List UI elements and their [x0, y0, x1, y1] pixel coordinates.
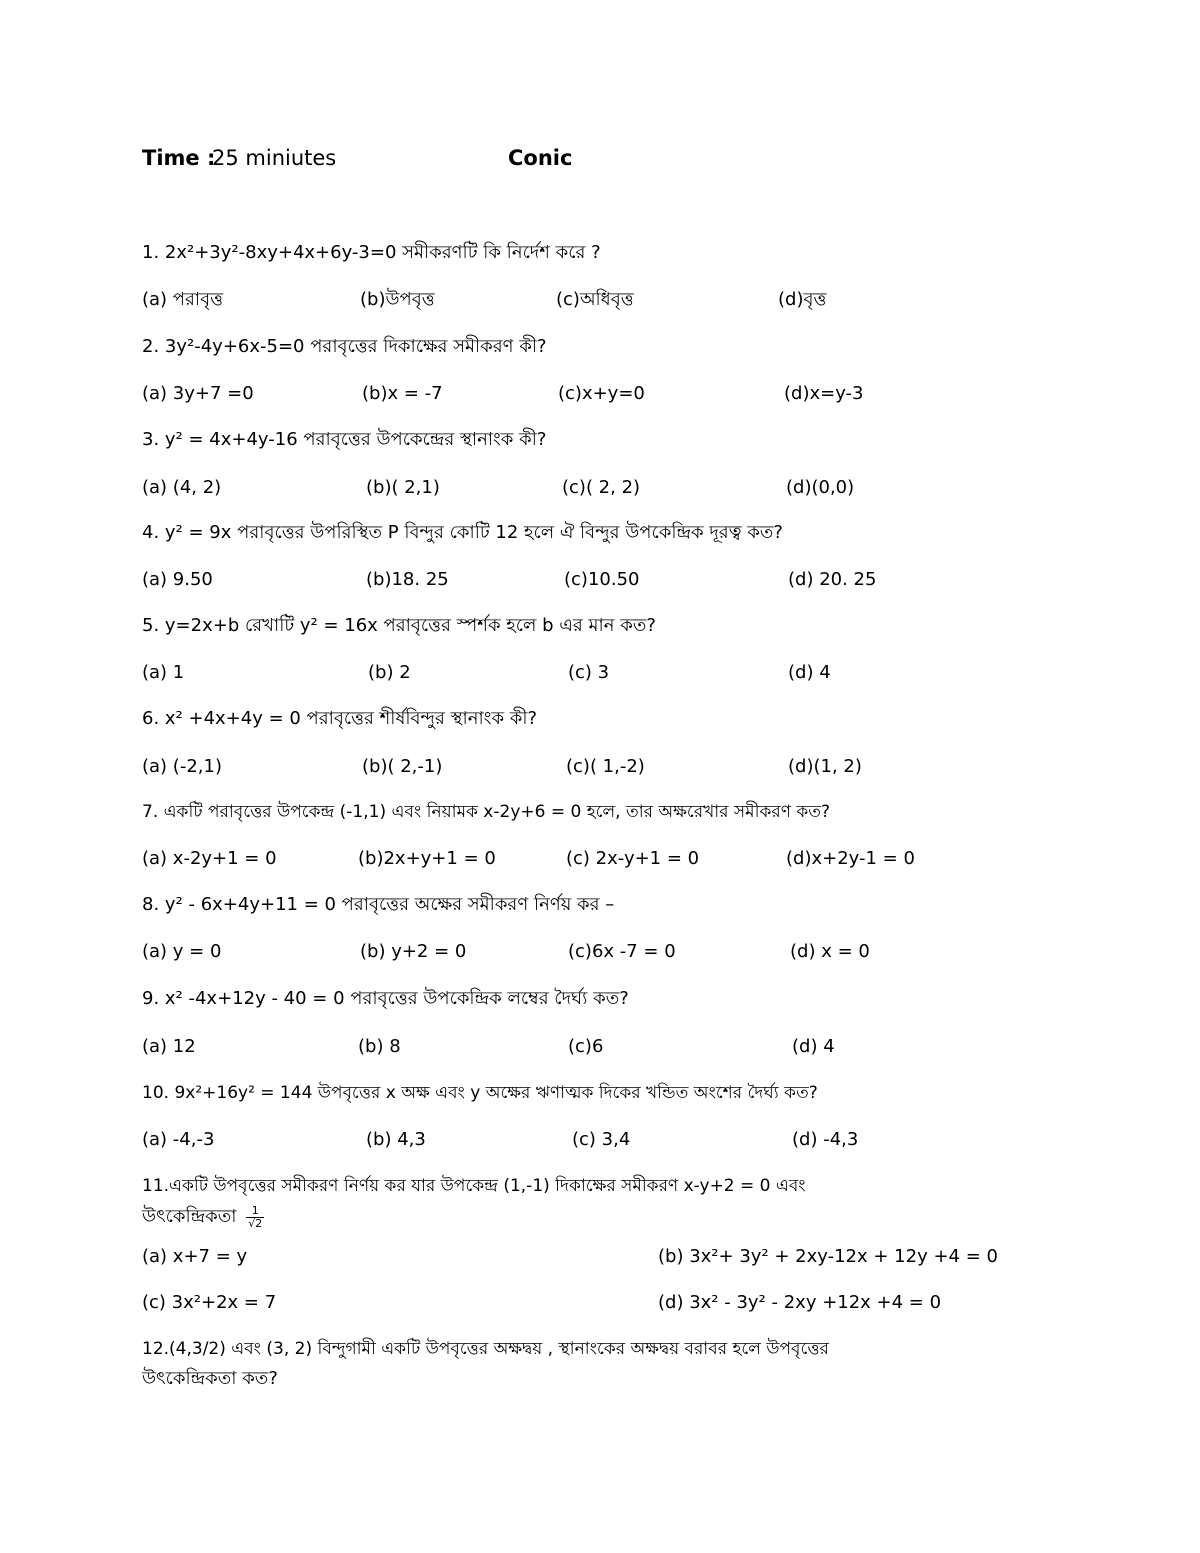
option-a: (a) 1	[142, 662, 185, 683]
option-b: (b) 8	[358, 1036, 401, 1057]
option-d: (d) -4,3	[792, 1129, 859, 1150]
question-4: 4. y² = 9x পরাবৃত্তের উপরিস্থিত P বিন্দুর কোটি 12 হলে ঐ বিন্দুর উপকেন্দ্রিক দূরত্ব কত?	[142, 522, 783, 543]
question-2: 2. 3y²-4y+6x-5=0 পরাবৃত্তের দিকাক্ষের সমীকরণ কী?	[142, 336, 547, 357]
question-12-line2: উৎকেন্দ্রিকতা কত?	[142, 1368, 278, 1389]
option-a: (a) 9.50	[142, 569, 213, 590]
option-d: (d)(1, 2)	[788, 756, 862, 777]
option-b: (b) 4,3	[366, 1129, 426, 1150]
option-a: (a) পরাবৃত্ত	[142, 289, 224, 310]
fraction	[246, 1205, 264, 1230]
option-b: (b)( 2,1)	[366, 477, 440, 498]
option-c: (c) 3,4	[572, 1129, 631, 1150]
option-c: (c) 3x²+2x = 7	[142, 1292, 277, 1313]
question-1: 1. 2x²+3y²-8xy+4x+6y-3=0 সমীকরণটি কি নির্দেশ করে ?	[142, 242, 601, 263]
question-5: 5. y=2x+b রেখাটি y² = 16x পরাবৃত্তের স্পর্শক হলে b এর মান কত?	[142, 615, 656, 636]
option-d: (d)x+2y-1 = 0	[786, 848, 915, 869]
option-b: (b)2x+y+1 = 0	[358, 848, 496, 869]
option-a: (a) 12	[142, 1036, 196, 1057]
option-a: (a) -4,-3	[142, 1129, 215, 1150]
time-value: 25 miniutes	[212, 146, 337, 170]
fraction-denominator: √2	[248, 1216, 263, 1230]
option-d: (d) 20. 25	[788, 569, 877, 590]
option-d: (d) x = 0	[790, 941, 870, 962]
question-11-eccentricity-label: উৎকেন্দ্রিকতা	[142, 1206, 237, 1227]
option-a: (a) (4, 2)	[142, 477, 222, 498]
option-b: (b)x = -7	[362, 383, 443, 404]
option-d: (d) 4	[788, 662, 831, 683]
question-8: 8. y² - 6x+4y+11 = 0 পরাবৃত্তের অক্ষের সমীকরণ নির্ণয় কর –	[142, 894, 615, 915]
option-d: (d)বৃত্ত	[778, 289, 827, 310]
option-a: (a) x+7 = y	[142, 1246, 248, 1267]
header	[142, 146, 1042, 176]
option-c: (c)6x -7 = 0	[568, 941, 676, 962]
option-b: (b)( 2,-1)	[362, 756, 443, 777]
option-b: (b) y+2 = 0	[360, 941, 467, 962]
question-9: 9. x² -4x+12y - 40 = 0 পরাবৃত্তের উপকেন্দ্রিক লম্বের দৈর্ঘ্য কত?	[142, 988, 629, 1009]
option-a: (a) x-2y+1 = 0	[142, 848, 277, 869]
fraction-numerator: 1	[246, 1205, 264, 1218]
option-d: (d)(0,0)	[786, 477, 855, 498]
option-b: (b) 2	[368, 662, 411, 683]
option-d: (d)x=y-3	[784, 383, 864, 404]
option-c: (c)6	[568, 1036, 604, 1057]
question-12: 12.(4,3/2) এবং (3, 2) বিন্দুগামী একটি উপবৃত্তের অক্ষদ্বয় , স্থানাংকের অক্ষদ্বয় বরাবর হলে উপবৃত্তের	[142, 1339, 829, 1359]
option-c: (c) 2x-y+1 = 0	[566, 848, 700, 869]
option-b: (b)উপবৃত্ত	[360, 289, 435, 310]
option-c: (c)অধিবৃত্ত	[556, 289, 634, 310]
option-c: (c)( 1,-2)	[566, 756, 645, 777]
question-7: 7. একটি পরাবৃত্তের উপকেন্দ্র (-1,1) এবং নিয়ামক x-2y+6 = 0 হলে, তার অক্ষরেখার সমীকরণ কত?	[142, 802, 831, 822]
option-b: (b) 3x²+ 3y² + 2xy-12x + 12y +4 = 0	[658, 1246, 998, 1267]
option-b: (b)18. 25	[366, 569, 449, 590]
question-10: 10. 9x²+16y² = 144 উপবৃত্তের x অক্ষ এবং y অক্ষের ঋণাত্মক দিকের খন্ডিত অংশের দৈর্ঘ্য কত?	[142, 1083, 818, 1103]
question-11: 11.একটি উপবৃত্তের সমীকরণ নির্ণয় কর যার উপকেন্দ্র (1,-1) দিকাক্ষের সমীকরণ x-y+2 = 0 এবং	[142, 1176, 806, 1196]
option-c: (c)x+y=0	[558, 383, 645, 404]
option-d: (d) 3x² - 3y² - 2xy +12x +4 = 0	[658, 1292, 942, 1313]
option-a: (a) y = 0	[142, 941, 222, 962]
option-d: (d) 4	[792, 1036, 835, 1057]
question-6: 6. x² +4x+4y = 0 পরাবৃত্তের শীর্ষবিন্দুর স্থানাংক কী?	[142, 708, 538, 729]
page-title: Conic	[508, 146, 573, 170]
option-a: (a) 3y+7 =0	[142, 383, 254, 404]
option-c: (c) 3	[568, 662, 610, 683]
option-a: (a) (-2,1)	[142, 756, 222, 777]
question-3: 3. y² = 4x+4y-16 পরাবৃত্তের উপকেন্দ্রের স্থানাংক কী?	[142, 429, 547, 450]
option-c: (c)10.50	[564, 569, 640, 590]
option-c: (c)( 2, 2)	[562, 477, 641, 498]
time-label: Time :	[142, 146, 216, 170]
question-11-line2	[142, 1204, 264, 1230]
